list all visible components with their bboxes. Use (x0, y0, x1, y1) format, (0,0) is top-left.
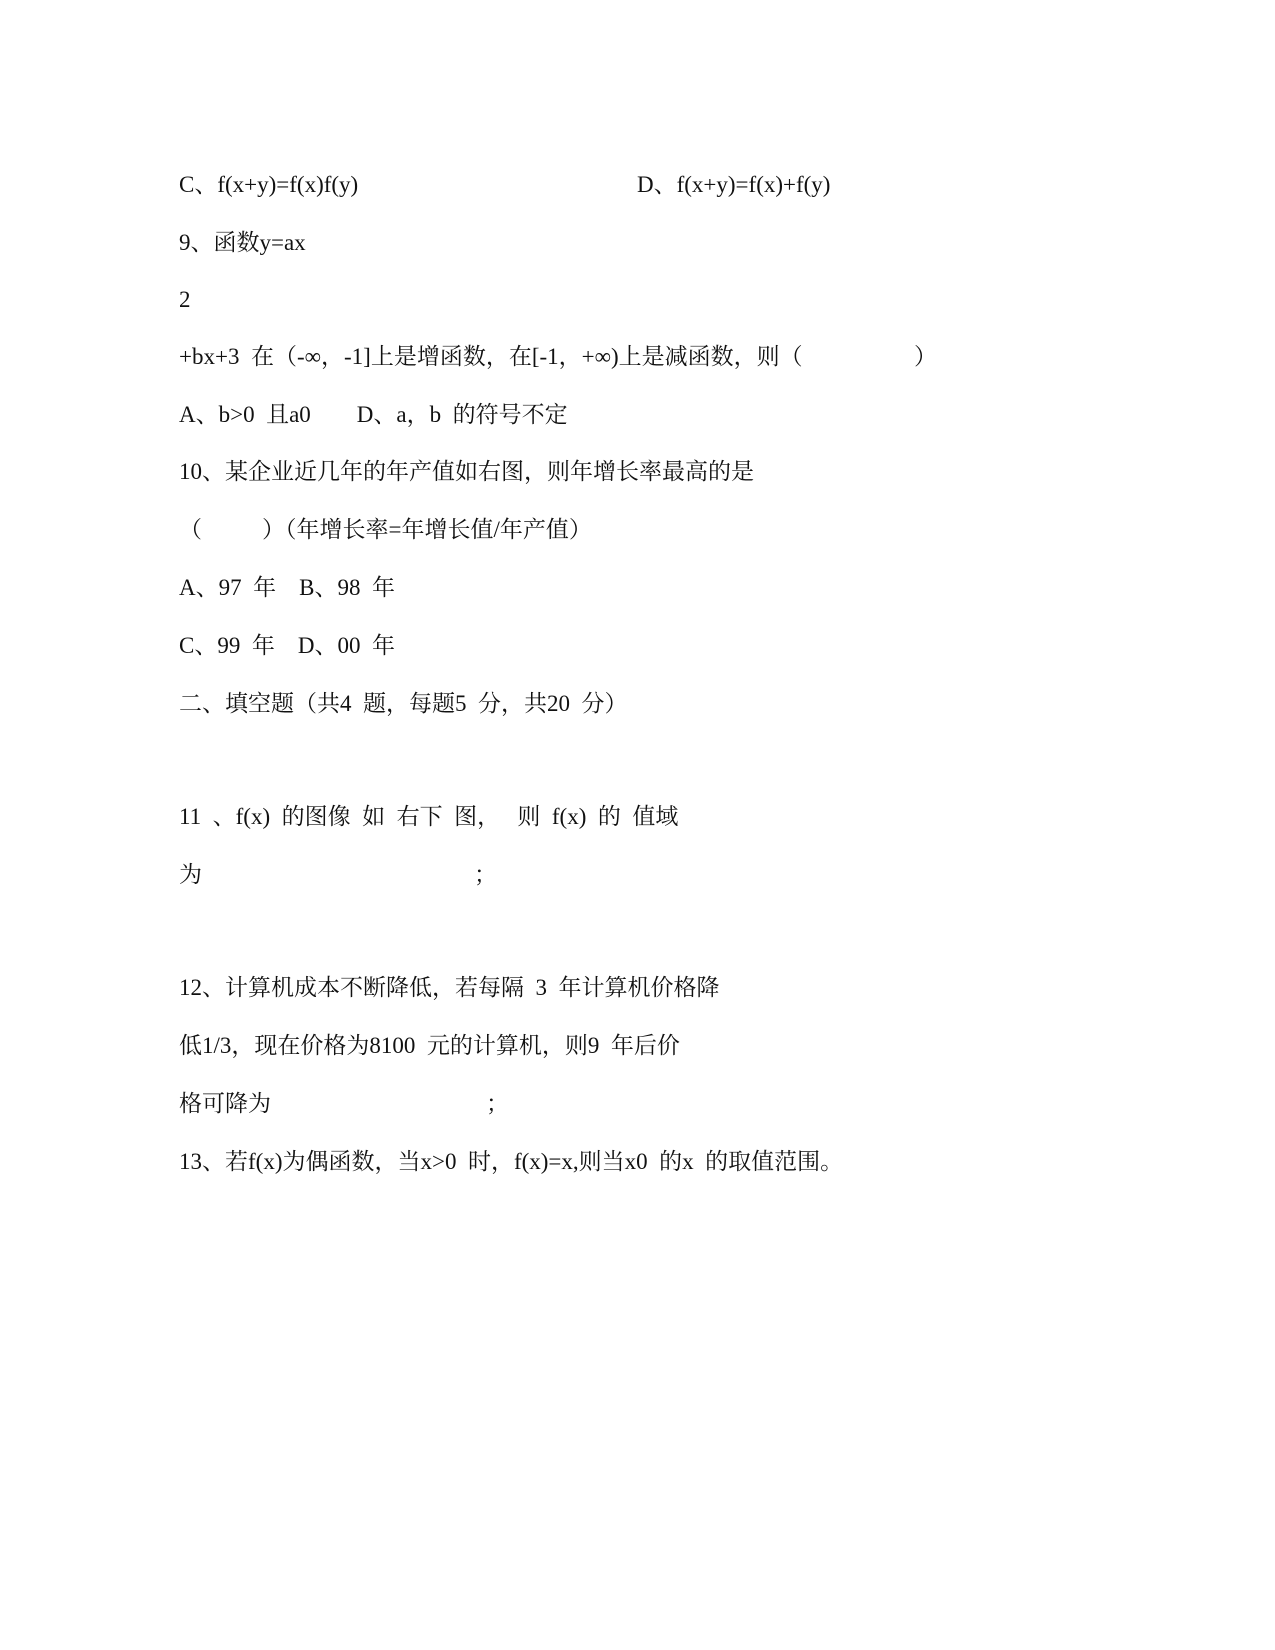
question-10-text: 10、某企业近几年的年产值如右图，则年增长率最高的是 (179, 459, 754, 484)
question-10-options-ab: A、97 年 B、98 年 (179, 575, 395, 600)
option-d-text: D、f(x+y)=f(x)+f(y) (637, 172, 831, 197)
question-13-text: 13、若f(x)为偶函数，当x>0 时，f(x)=x,则当x0 的x 的取值范围。 (179, 1149, 844, 1174)
question-11-semicolon: ； (474, 862, 497, 887)
question-9-text: 9、函数y=ax (179, 230, 306, 255)
section-heading: 二、填空题（共4 题，每题5 分，共20 分） (179, 691, 628, 716)
answer-bracket-open: （ (179, 517, 202, 542)
answer-bracket-close: ） (914, 344, 937, 369)
option-c-text: C、f(x+y)=f(x)f(y) (179, 172, 359, 197)
question-12-text: 12、计算机成本不断降低，若每隔 3 年计算机价格降 (179, 975, 720, 1000)
question-10-options-cd: C、99 年 D、00 年 (179, 633, 395, 658)
question-12-semicolon: ； (486, 1091, 509, 1116)
growth-rate-note: ）（年增长率=年增长值/年产值） (262, 517, 592, 542)
question-11-text: 11 、f(x) 的图像 如 右下 图， 则 f(x) 的 值域 (179, 804, 679, 829)
question-9-continued: +bx+3 在（-∞，-1]上是增函数，在[-1，+∞)上是减函数，则（ (179, 344, 803, 369)
question-12-continued: 低1/3，现在价格为8100 元的计算机，则9 年后价 (179, 1033, 680, 1058)
superscript-two: 2 (179, 287, 191, 312)
question-11-prefix: 为 (179, 862, 202, 887)
question-12-prefix: 格可降为 (179, 1091, 271, 1116)
question-9-options: A、b>0 且a0 D、a，b 的符号不定 (179, 402, 568, 427)
